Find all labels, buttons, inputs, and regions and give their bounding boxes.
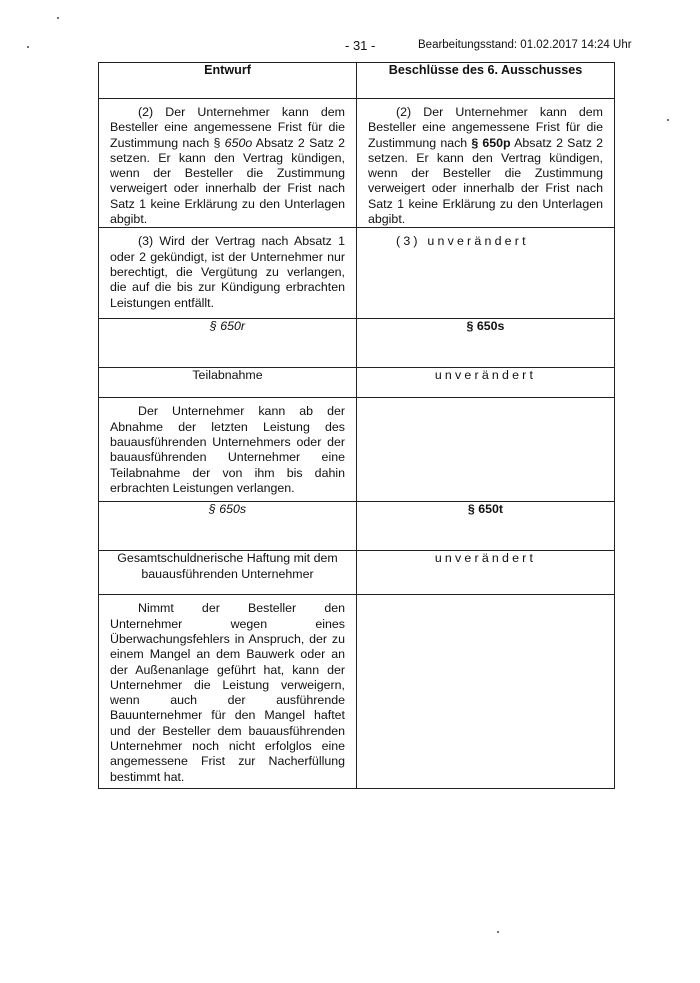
table-row: [99, 99, 615, 228]
draft-section-number: § 650r: [99, 319, 357, 368]
section-number-row: [99, 319, 615, 368]
draft-section-text: Der Unternehmer kann ab der Abnahme der letzten Leistung des bauausführenden Unternehmers oder der bauausführenden Unternehmer eine Teilabnahme der von ihm bis dahin erbrachten Leistungen verlangen.: [110, 404, 345, 495]
column-header-committee: Beschlüsse des 6. Ausschusses: [357, 63, 615, 99]
draft-paragraph-2: (2) Der Unternehmer kann dem Besteller eine angemessene Frist für die Zustimmung nach § 650o Absatz 2 Satz 2 setzen. Er kann den Vertrag kündigen, wenn der Besteller die Zustimmung verweigert oder innerhalb der Frist nach Satz 1 keine Erklärung zu den Unterlagen abgibt.: [110, 105, 345, 227]
draft-section-text: Nimmt der Besteller den Unternehmer wegen eines Überwachungsfehlers in Anspruch, der zu einem Mangel an dem Bauwerk oder an der Außenanlage geführt hat, kann der Unternehmer die Leistung verweigern, wenn auch der ausführende Bauunternehmer für den Mangel haftet und der Besteller dem bauausführenden Unternehmer noch nicht erfolglos eine angemessene Frist zur Nacherfüllung bestimmt hat.: [110, 601, 345, 784]
committee-section-title: unverändert: [357, 368, 615, 398]
committee-cell: [357, 228, 615, 319]
table-header-row: [99, 63, 615, 99]
draft-section-title: Teilabnahme: [99, 368, 357, 398]
committee-cell: [357, 398, 615, 502]
edit-status: Bearbeitungsstand: 01.02.2017 14:24 Uhr: [418, 39, 632, 51]
synopsis-table: [98, 62, 615, 789]
table-row: [99, 228, 615, 319]
committee-section-title: unverändert: [357, 551, 615, 595]
column-header-draft: Entwurf: [99, 63, 357, 99]
draft-paragraph-3: (3) Wird der Vertrag nach Absatz 1 oder 2 gekündigt, ist der Unternehmer nur berechtigt, die Vergütung zu verlangen, die auf die bis zur Kündigung erbrachten Leistungen entfällt.: [110, 234, 345, 310]
committee-section-number: § 650t: [357, 502, 615, 551]
table-row: [99, 398, 615, 502]
draft-cell: [99, 99, 357, 228]
scan-speck: [497, 931, 499, 933]
section-title-row: [99, 551, 615, 595]
draft-section-number: § 650s: [99, 502, 357, 551]
draft-cell: [99, 595, 357, 789]
draft-cell: [99, 228, 357, 319]
scan-speck: [57, 17, 59, 19]
page-number: - 31 -: [345, 38, 376, 53]
section-reference: § 650p: [471, 135, 511, 150]
table-row: [99, 595, 615, 789]
draft-cell: [99, 398, 357, 502]
committee-paragraph-3: (3) unverändert: [396, 234, 529, 249]
committee-section-number: § 650s: [357, 319, 615, 368]
section-title-row: [99, 368, 615, 398]
scan-speck: [667, 119, 669, 121]
section-number-row: [99, 502, 615, 551]
committee-cell: [357, 99, 615, 228]
page-header: [0, 38, 700, 58]
section-reference: 650o: [224, 135, 253, 150]
committee-cell: [357, 595, 615, 789]
draft-section-title: Gesamtschuldnerische Haftung mit dem bauausführenden Unternehmer: [99, 551, 357, 595]
committee-paragraph-2: (2) Der Unternehmer kann dem Besteller eine angemessene Frist für die Zustimmung nach § 650p Absatz 2 Satz 2 setzen. Er kann den Vertrag kündigen, wenn der Besteller die Zustimmung verweigert oder innerhalb der Frist nach Satz 1 keine Erklärung zu den Unterlagen abgibt.: [368, 105, 604, 227]
